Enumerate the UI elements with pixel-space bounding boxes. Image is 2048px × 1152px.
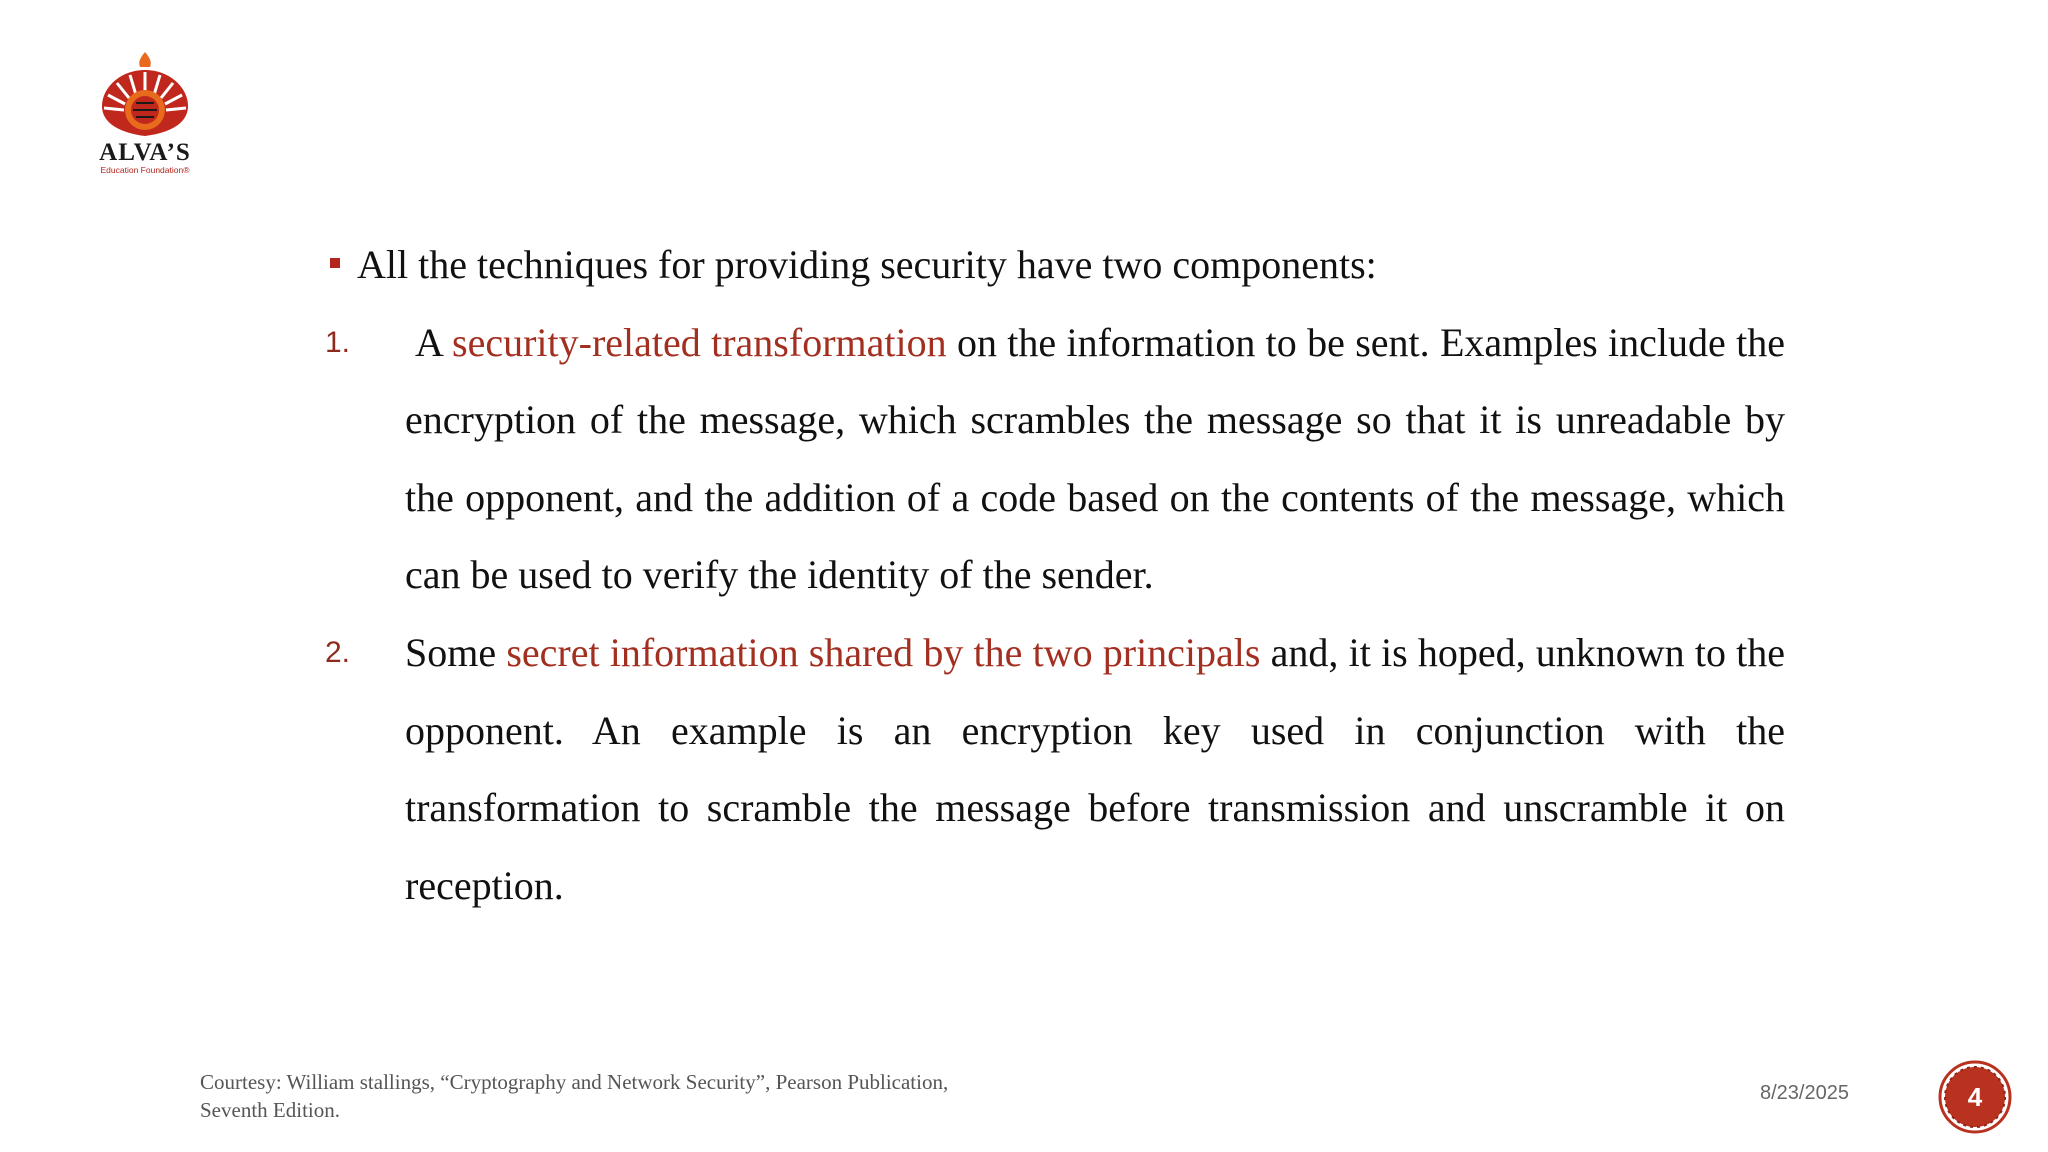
logo-subtitle: Education Foundation® — [100, 165, 190, 175]
square-bullet-icon — [330, 258, 340, 268]
footer-courtesy — [200, 1068, 1200, 1124]
list-item-text — [405, 614, 1785, 924]
list-item-highlight: security-related transformation — [452, 319, 947, 365]
list-item-number: 2. — [325, 635, 351, 669]
courtesy-line-2: Seventh Edition. — [200, 1098, 340, 1122]
slide-body — [325, 226, 1785, 924]
page-number-badge — [1938, 1060, 2012, 1134]
list-item-lead: A — [415, 319, 442, 365]
logo-name: ALVA’S — [99, 139, 191, 166]
list-item-lead: Some — [405, 629, 497, 675]
list-item-highlight: secret information shared by the two principals — [506, 629, 1261, 675]
courtesy-line-1: Courtesy: William stallings, “Cryptography and Network Security”, Pearson Publication, — [200, 1070, 949, 1094]
intro-bullet — [325, 226, 1785, 304]
list-item — [325, 304, 1785, 614]
list-item-body: and, it is hoped, unknown to the opponent. An example is an encryption key used in conjunction with the transformation to scramble the message before transmission and unscramble it on reception. — [405, 629, 1786, 908]
list-item — [325, 614, 1785, 924]
list-item-body: on the information to be sent. Examples include the encryption of the message, which scrambles the message so that it is unreadable by the opponent, and the addition of a code based on the contents of the message, which can be used to verify the identity of the sender. — [405, 319, 1785, 598]
lamp-flame-logo-icon — [70, 48, 220, 143]
list-item-number: 1. — [325, 325, 351, 359]
alvas-logo — [70, 48, 220, 178]
list-item-text — [405, 304, 1785, 614]
page-number: 4 — [1967, 1082, 1983, 1112]
intro-bullet-text: All the techniques for providing security have two components: — [357, 242, 1377, 287]
slide-date: 8/23/2025 — [1760, 1082, 1849, 1104]
